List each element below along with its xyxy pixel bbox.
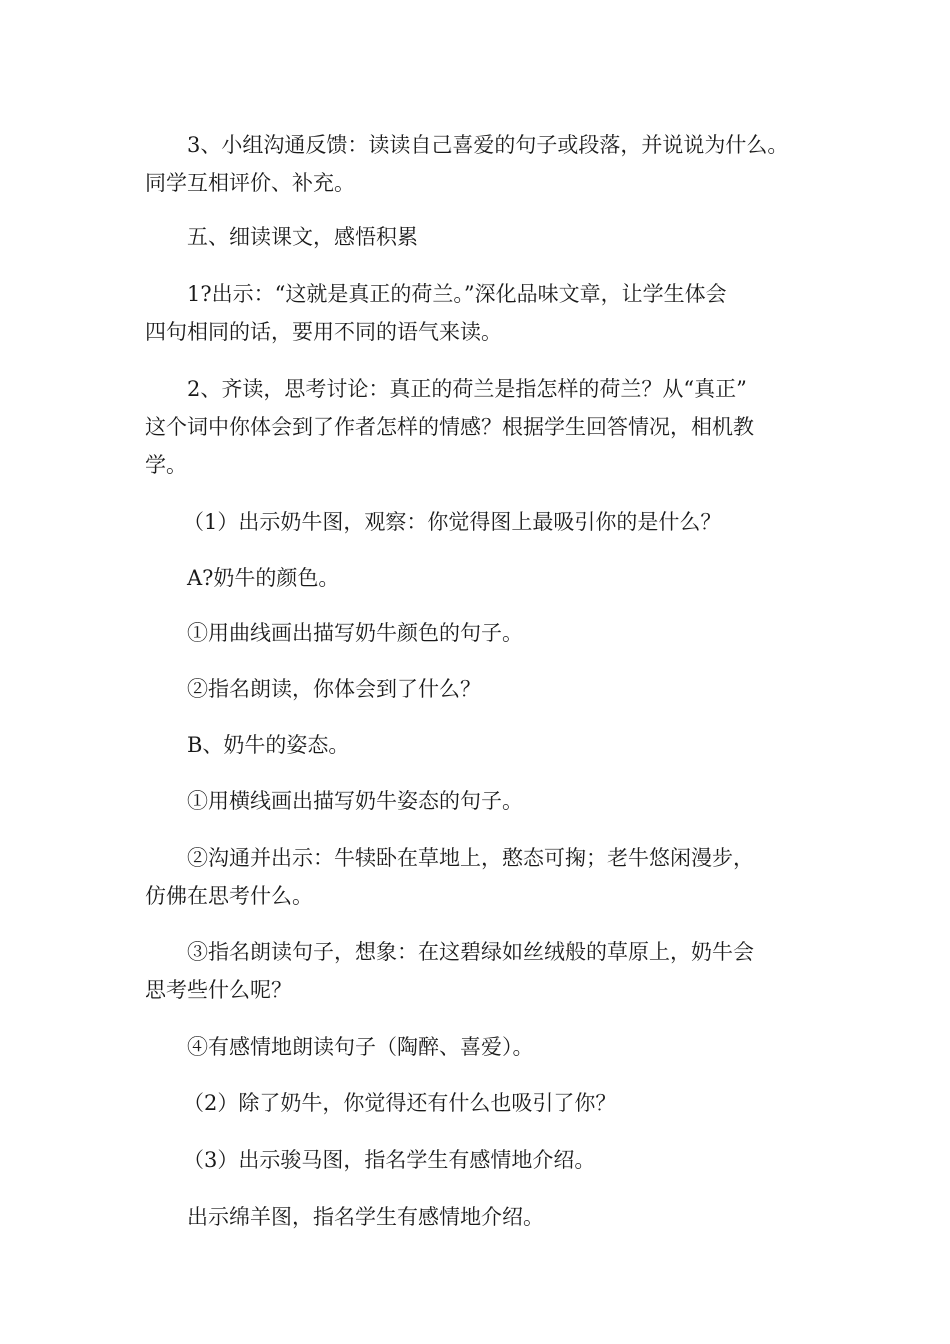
text-line: 五、细读课文，感悟积累 (187, 225, 418, 249)
text-line: ①用横线画出描写奶牛姿态的句子。 (187, 789, 523, 813)
paragraph-sub-1 (145, 503, 825, 541)
text-line: （3）出示骏马图，指名学生有感情地介绍。 (183, 1148, 596, 1172)
paragraph-b-4 (145, 1028, 825, 1066)
text-line: 1?出示：“这就是真正的荷兰。”深化品味文章，让学生体会 (187, 282, 727, 306)
text-line: 这个词中你体会到了作者怎样的情感？根据学生回答情况，相机教 (145, 415, 754, 439)
text-line: （1）出示奶牛图，观察：你觉得图上最吸引你的是什么？ (183, 510, 722, 534)
text-line: 四句相同的话，要用不同的语气来读。 (145, 320, 502, 344)
text-line: 出示绵羊图，指名学生有感情地介绍。 (187, 1205, 544, 1229)
text-line: 仿佛在思考什么。 (145, 884, 313, 908)
paragraph-sub-3 (145, 1141, 825, 1179)
paragraph-item-1 (145, 275, 825, 351)
text-line: 3、小组沟通反馈：读读自己喜爱的句子或段落，并说说为什么。 (187, 133, 789, 157)
text-line: 同学互相评价、补充。 (145, 171, 355, 195)
text-line: ②沟通并出示：牛犊卧在草地上，憨态可掬；老牛悠闲漫步， (187, 846, 754, 870)
text-line: ④有感情地朗读句子（陶醉、喜爱）。 (187, 1035, 534, 1059)
text-line: 学。 (145, 453, 187, 477)
paragraph-a-2 (145, 670, 825, 708)
text-line: ②指名朗读，你体会到了什么？ (187, 677, 481, 701)
text-line: （2）除了奶牛，你觉得还有什么也吸引了你？ (183, 1091, 617, 1115)
paragraph-b-1 (145, 782, 825, 820)
text-line: ①用曲线画出描写奶牛颜色的句子。 (187, 621, 523, 645)
paragraph-b (145, 726, 825, 764)
paragraph-a (145, 559, 825, 597)
paragraph-item-2 (145, 370, 825, 484)
text-line: A?奶牛的颜色。 (187, 566, 340, 590)
paragraph-feedback (145, 126, 825, 202)
text-line: 思考些什么呢？ (145, 978, 292, 1002)
section-heading-five (145, 218, 825, 256)
paragraph-b-2 (145, 839, 825, 915)
paragraph-b-3 (145, 933, 825, 1009)
paragraph-sheep (145, 1198, 825, 1236)
text-line: ③指名朗读句子，想象：在这碧绿如丝绒般的草原上，奶牛会 (187, 940, 754, 964)
paragraph-sub-2 (145, 1084, 825, 1122)
text-line: 2、齐读，思考讨论：真正的荷兰是指怎样的荷兰？从“真正” (187, 377, 747, 401)
text-line: B、奶牛的姿态。 (187, 733, 350, 757)
paragraph-a-1 (145, 614, 825, 652)
